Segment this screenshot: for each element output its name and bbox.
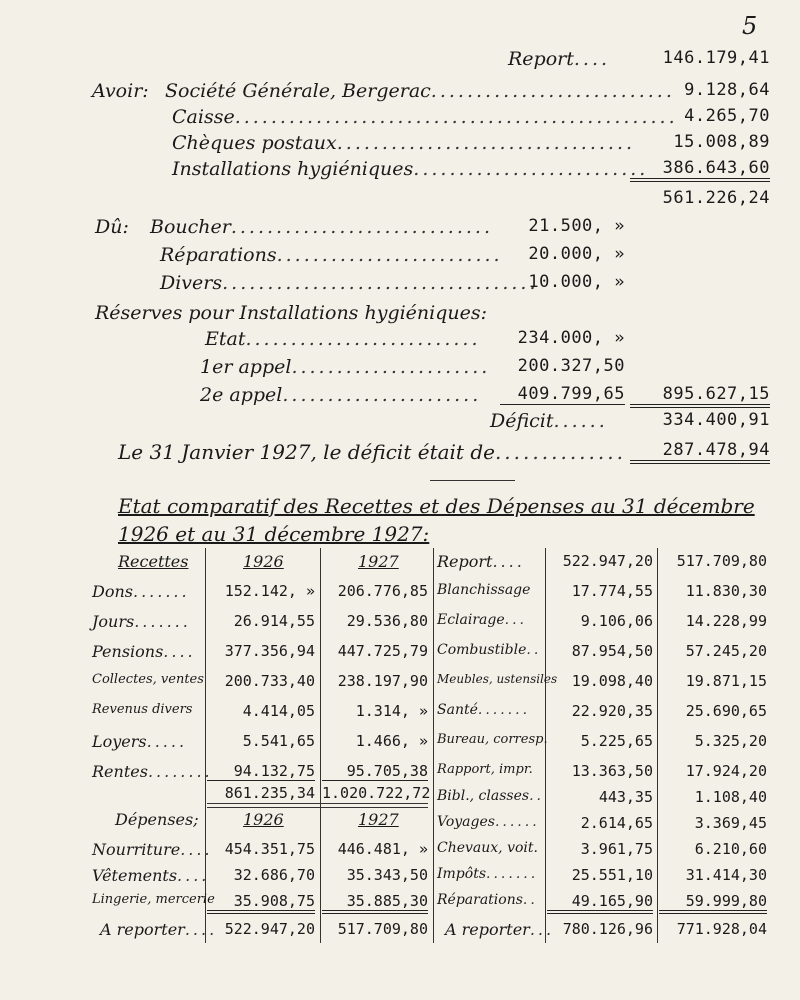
avoir-heading: Avoir: xyxy=(92,80,149,102)
table-cell: 206.776,85 xyxy=(337,582,428,600)
avoir-item-installations: Installations hygiéniques.......................... xyxy=(172,158,649,180)
reserves-value-1er-appel: 200.327,50 xyxy=(517,356,625,376)
table-row-label: Blanchissage xyxy=(437,582,531,598)
right-carry-label: A reporter... xyxy=(445,920,555,939)
year-header-1927: 1927 xyxy=(358,810,399,829)
table-cell: 49.165,90 xyxy=(547,892,653,914)
table-cell: 25.690,65 xyxy=(685,702,767,720)
du-heading: Dû: xyxy=(95,216,129,238)
table-cell: 152.142, » xyxy=(224,582,315,600)
table-cell: 447.725,79 xyxy=(337,642,428,660)
table-cell: 57.245,20 xyxy=(685,642,767,660)
right-report-1927: 517.709,80 xyxy=(676,552,767,570)
avoir-item-societe-generale: Société Générale, Bergerac........................... xyxy=(165,80,675,102)
table-row-label: Réparations.. xyxy=(437,892,538,908)
table-row-label: Rentes........ xyxy=(92,762,213,781)
table-cell: 5.325,20 xyxy=(694,732,767,750)
table-row-label: Collectes, ventes xyxy=(92,672,204,687)
report-label: Report.... xyxy=(508,48,611,70)
carry-label: A reporter.... xyxy=(100,920,218,939)
table-cell: 1.314, » xyxy=(355,702,428,720)
january-deficit-value: 287.478,94 xyxy=(630,440,770,464)
table-cell: 3.961,75 xyxy=(580,840,653,858)
avoir-item-cheques-postaux: Chèques postaux................................. xyxy=(172,132,636,154)
table-cell: 17.924,20 xyxy=(685,762,767,780)
table-cell: 5.225,65 xyxy=(580,732,653,750)
du-value-divers: 10.000, » xyxy=(528,272,625,292)
avoir-total: 561.226,24 xyxy=(662,188,770,208)
table-cell: 1.466, » xyxy=(355,732,428,750)
avoir-value-installations: 386.643,60 xyxy=(630,158,770,182)
table-cell: 29.536,80 xyxy=(346,612,428,630)
table-cell: 377.356,94 xyxy=(224,642,315,660)
table-cell: 446.481, » xyxy=(337,840,428,858)
du-item-boucher: Boucher............................. xyxy=(150,216,493,238)
carry-value-1927: 517.709,80 xyxy=(337,920,428,938)
table-row-label: Voyages...... xyxy=(437,814,540,830)
table-cell: 454.351,75 xyxy=(224,840,315,858)
right-carry-1927: 771.928,04 xyxy=(676,920,767,938)
table-cell: 32.686,70 xyxy=(233,866,315,884)
recettes-total-1926: 861.235,34 xyxy=(224,784,315,802)
year-header-1926: 1926 xyxy=(243,810,284,829)
table-cell: 87.954,50 xyxy=(571,642,653,660)
table-cell: 13.363,50 xyxy=(571,762,653,780)
table-row-label: Nourriture.... xyxy=(92,840,213,859)
table-cell: 35.885,30 xyxy=(322,892,428,914)
depenses-header: Dépenses; xyxy=(115,810,199,829)
separator-rule xyxy=(430,480,515,481)
avoir-value-caisse: 4.265,70 xyxy=(684,106,770,126)
table-cell: 1.108,40 xyxy=(694,788,767,806)
table-cell: 31.414,30 xyxy=(685,866,767,884)
du-item-divers: Divers................................... xyxy=(160,272,539,294)
du-value-boucher: 21.500, » xyxy=(528,216,625,236)
table-row-label: Pensions.... xyxy=(92,642,196,661)
table-col-divider xyxy=(320,548,321,943)
table-cell: 25.551,10 xyxy=(571,866,653,884)
table-row-label: Combustible.. xyxy=(437,642,542,658)
table-cell: 26.914,55 xyxy=(233,612,315,630)
table-cell: 3.369,45 xyxy=(694,814,767,832)
table-row-label: Lingerie, mercerie xyxy=(92,892,215,907)
table-row-label: Santé....... xyxy=(437,702,531,718)
table-row-label: Jours....... xyxy=(92,612,191,631)
table-cell: 95.705,38 xyxy=(322,762,428,781)
year-header-1926: 1926 xyxy=(243,552,284,571)
du-item-reparations: Réparations......................... xyxy=(160,244,503,266)
january-deficit-line: Le 31 Janvier 1927, le déficit était de.............. xyxy=(118,440,626,464)
table-cell: 19.871,15 xyxy=(685,672,767,690)
table-cell: 5.541,65 xyxy=(242,732,315,750)
table-row-label: Revenus divers xyxy=(92,702,193,717)
page-number: 5 xyxy=(742,12,758,40)
reserves-item-etat: Etat.......................... xyxy=(205,328,481,350)
table-cell: 19.098,40 xyxy=(571,672,653,690)
table-col-divider xyxy=(433,548,434,943)
avoir-item-caisse: Caisse................................................. xyxy=(172,106,678,128)
year-header-1927: 1927 xyxy=(358,552,399,571)
table-cell: 17.774,55 xyxy=(571,582,653,600)
avoir-value-societe-generale: 9.128,64 xyxy=(684,80,770,100)
reserves-item-2e-appel: 2e appel...................... xyxy=(200,384,482,406)
report-value: 146.179,41 xyxy=(662,48,770,68)
table-row-label: Rapport, impr. xyxy=(437,762,533,777)
table-cell: 4.414,05 xyxy=(242,702,315,720)
deficit-label: Déficit...... xyxy=(490,410,608,432)
table-cell: 14.228,99 xyxy=(685,612,767,630)
table-cell: 35.343,50 xyxy=(346,866,428,884)
table-row-label: Chevaux, voit. xyxy=(437,840,538,856)
table-cell: 22.920,35 xyxy=(571,702,653,720)
carry-value-1926: 522.947,20 xyxy=(224,920,315,938)
table-row-label: Loyers..... xyxy=(92,732,188,751)
table-row-label: Impôts....... xyxy=(437,866,539,882)
table-cell: 2.614,65 xyxy=(580,814,653,832)
reserves-value-2e-appel: 409.799,65 xyxy=(500,384,625,405)
reserves-heading: Réserves pour Installations hygiéniques: xyxy=(95,302,488,324)
table-row-label: Dons....... xyxy=(92,582,190,601)
table-cell: 94.132,75 xyxy=(207,762,315,781)
table-cell: 200.733,40 xyxy=(224,672,315,690)
du-value-reparations: 20.000, » xyxy=(528,244,625,264)
reserves-item-1er-appel: 1er appel...................... xyxy=(200,356,491,378)
table-row-label: Vêtements.... xyxy=(92,866,210,885)
table-col-divider xyxy=(657,548,658,943)
table-cell: 238.197,90 xyxy=(337,672,428,690)
right-report-label: Report.... xyxy=(437,552,525,571)
table-row-label: Bibl., classes.. xyxy=(437,788,544,804)
table-row-label: Meubles, ustensiles xyxy=(437,672,558,686)
table-cell: 35.908,75 xyxy=(207,892,315,914)
reserves-value-etat: 234.000, » xyxy=(517,328,625,348)
comparative-title: Etat comparatif des Recettes et des Dépenses au 31 décembre 1926 et au 31 décembre 1927: xyxy=(118,494,755,546)
recettes-total-1927: 1.020.722,72 xyxy=(322,784,431,802)
table-cell: 11.830,30 xyxy=(685,582,767,600)
table-cell: 9.106,06 xyxy=(580,612,653,630)
table-cell: 443,35 xyxy=(598,788,653,806)
deficit-value: 334.400,91 xyxy=(662,410,770,430)
avoir-value-cheques-postaux: 15.008,89 xyxy=(673,132,770,152)
table-cell: 59.999,80 xyxy=(659,892,767,914)
table-row-label: Bureau, corresp. xyxy=(437,732,548,747)
right-report-1926: 522.947,20 xyxy=(562,552,653,570)
table-row-label: Eclairage... xyxy=(437,612,528,628)
table-cell: 6.210,60 xyxy=(694,840,767,858)
reserves-total: 895.627,15 xyxy=(630,384,770,408)
recettes-header: Recettes xyxy=(118,552,189,571)
right-carry-1926: 780.126,96 xyxy=(562,920,653,938)
recettes-total-rule xyxy=(207,803,428,808)
